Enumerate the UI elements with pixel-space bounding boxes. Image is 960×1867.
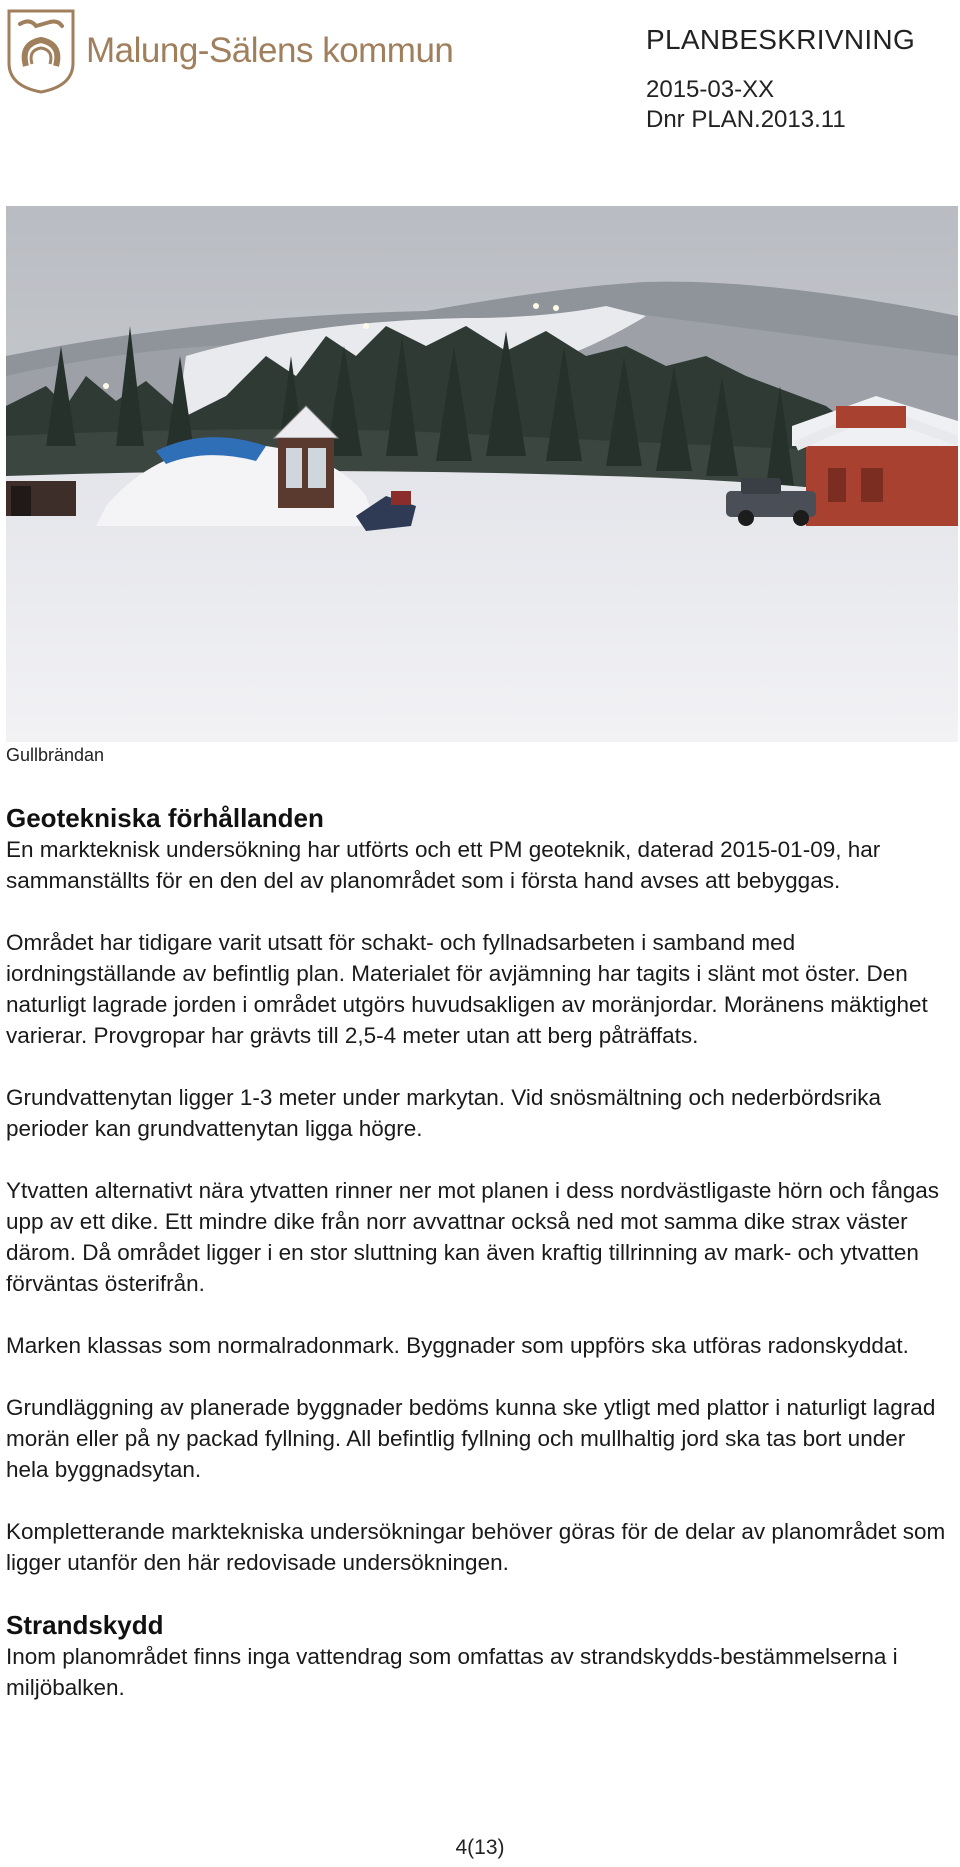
document-type: PLANBESKRIVNING <box>646 24 916 55</box>
paragraph: En markteknisk undersökning har utförts och ett PM geoteknik, daterad 2015-01-09, har sammanställts för en den del av planområdet som i första hand avses att bebyggas. <box>6 837 881 893</box>
paragraph: Kompletterande marktekniska undersökningar behöver göras för de delar av planområdet som ligger utanför den här redovisade undersökningen. <box>6 1519 946 1575</box>
paragraph: Inom planområdet finns inga vattendrag som omfattas av strandskydds-bestämmelserna i miljöbalken. <box>6 1644 898 1700</box>
municipality-name: Malung-Sälens kommun <box>86 31 454 70</box>
paragraph: Grundläggning av planerade byggnader bedöms kunna ske ytligt med plattor i naturligt lagrad morän eller på ny packad fyllning. All befintlig fyllning och mullhaltig jord ska tas bort under hela byggnadsytan. <box>6 1395 936 1482</box>
paragraph: Grundvattenytan ligger 1-3 meter under markytan. Vid snösmältning och nederbördsrika perioder kan grundvattenytan ligga högre. <box>6 1085 882 1141</box>
paragraph: Ytvatten alternativt nära ytvatten rinner ner mot planen i dess nordvästligaste hörn och fångas upp av ett dike. Ett mindre dike från norr avvattnar också ned mot samma dike strax väster därom. Då området ligger i en stor sluttning kan även kraftig tillrinning av mark- och ytvatten förväntas österifrån. <box>6 1178 940 1296</box>
paragraph: Marken klassas som normalradonmark. Byggnader som uppförs ska utföras radonskyddat. <box>6 1333 909 1358</box>
municipality-logo <box>6 6 476 96</box>
document-body <box>6 802 952 1734</box>
document-reference: Dnr PLAN.2013.11 <box>646 106 846 133</box>
paragraph: Området har tidigare varit utsatt för schakt- och fyllnadsarbeten i samband med iordningställande av befintlig plan. Materialet för avjämning har tagits i slänt mot öster. Den naturligt lagrade jorden i området utgörs huvudsakligen av moränjordar. Moränens mäktighet varierar. Provgropar har grävts till 2,5-4 meter utan att berg påträffats. <box>6 930 928 1048</box>
photo-caption: Gullbrändan <box>6 745 105 765</box>
section-heading-geotechnical: Geotekniska förhållanden <box>6 803 324 833</box>
coat-of-arms-icon <box>6 8 76 94</box>
document-date: 2015-03-XX <box>646 76 775 103</box>
page-number: 4(13) <box>455 1836 505 1859</box>
section-heading-shore-protection: Strandskydd <box>6 1610 164 1640</box>
site-photo <box>6 206 958 742</box>
